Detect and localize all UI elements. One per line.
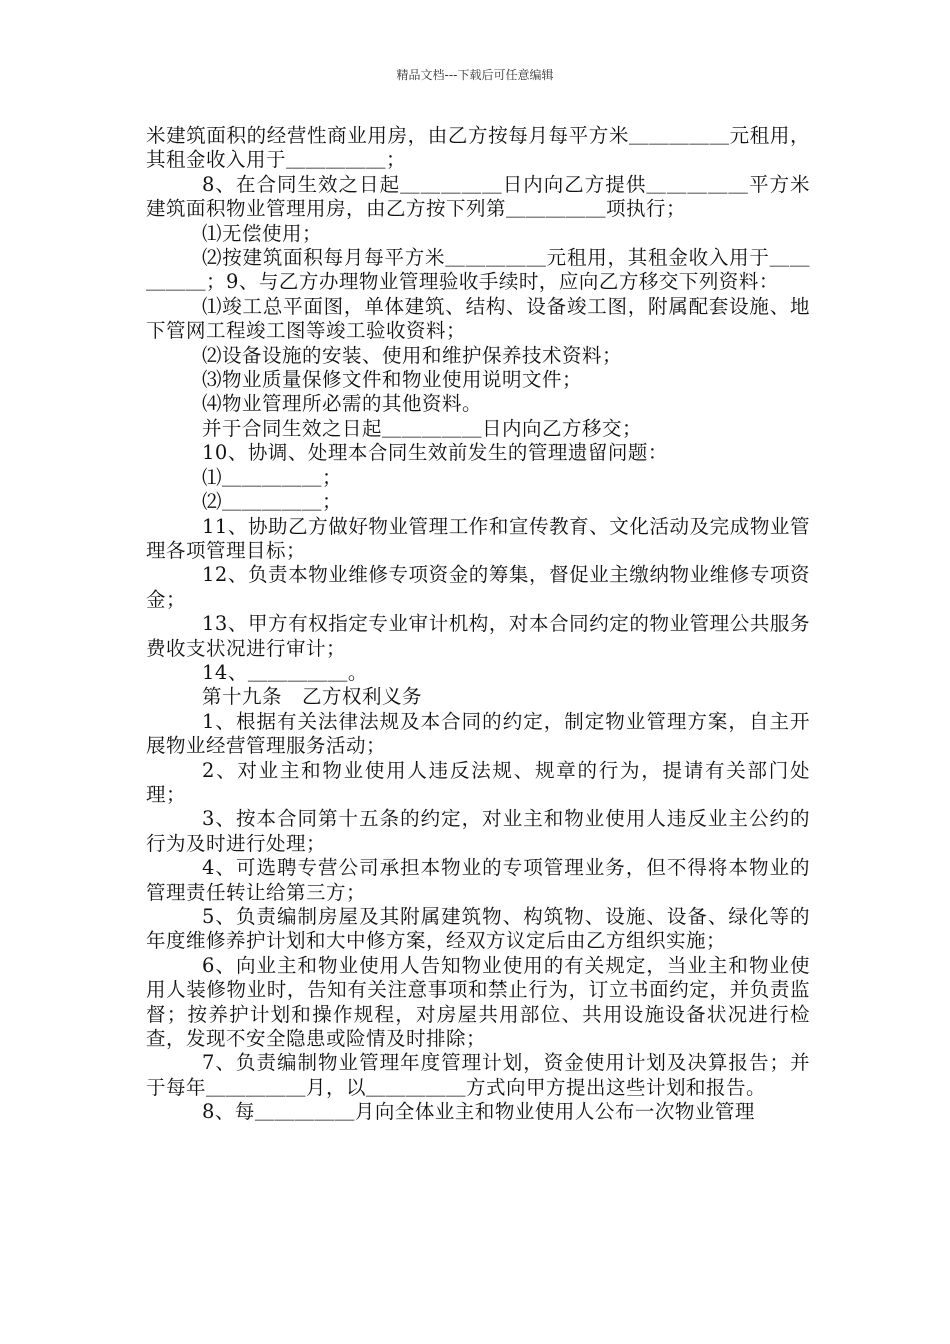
paragraph: 14、＿＿＿＿＿。: [202, 660, 368, 684]
paragraph: 6、向业主和物业使用人告知物业使用的有关规定，当业主和物业使用人装修物业时，告知有关注意事项和禁止行为，订立书面约定，并负责监督；按养护计划和操作规程，对房屋共用部位、共用设施设备状况进行检查，发现不安全隐患或险情及时排除；: [146, 953, 810, 1051]
paragraph: ⑵按建筑面积每月每平方米＿＿＿＿＿元租用，其租金收入用于＿＿＿＿＿；9、与乙方办理物业管理验收手续时，应向乙方移交下列资料：: [146, 246, 810, 294]
paragraph: 5、负责编制房屋及其附属建筑物、构筑物、设施、设备、绿化等的年度维修养护计划和大中修方案，经双方议定后由乙方组织实施；: [146, 905, 810, 953]
paragraph: 1、根据有关法律法规及本合同的约定，制定物业管理方案，自主开展物业经营管理服务活动；: [146, 709, 810, 758]
paragraph: ⑵＿＿＿＿＿；: [202, 490, 343, 514]
document-body: [146, 124, 810, 1125]
paragraph: ⑵设备设施的安装、使用和维护保养技术资料；: [202, 343, 623, 367]
page-header: 精品文档---下载后可任意编辑: [396, 68, 554, 82]
paragraph: ⑴＿＿＿＿＿；: [202, 465, 343, 489]
paragraph: 第十九条 乙方权利义务: [202, 685, 423, 709]
paragraph: ⑷物业管理所必需的其他资料。: [202, 392, 483, 416]
paragraph: ⑴无偿使用；: [202, 221, 323, 245]
paragraph: ⑴竣工总平面图，单体建筑、结构、设备竣工图，附属配套设施、地下管网工程竣工图等竣工验收资料；: [146, 294, 810, 343]
paragraph: 11、协助乙方做好物业管理工作和宣传教育、文化活动及完成物业管理各项管理目标；: [146, 514, 810, 562]
paragraph: 米建筑面积的经营性商业用房，由乙方按每月每平方米＿＿＿＿＿元租用，其租金收入用于＿＿＿＿＿；: [146, 124, 810, 172]
paragraph: 10、协调、处理本合同生效前发生的管理遗留问题：: [202, 441, 668, 465]
paragraph: 8、每＿＿＿＿＿月向全体业主和物业使用人公布一次物业管理: [202, 1100, 755, 1124]
paragraph: 并于合同生效之日起＿＿＿＿＿日内向乙方移交；: [202, 416, 643, 440]
paragraph: 2、对业主和物业使用人违反法规、规章的行为，提请有关部门处理；: [146, 758, 810, 806]
paragraph: ⑶物业质量保修文件和物业使用说明文件；: [202, 368, 583, 392]
paragraph: 3、按本合同第十五条的约定，对业主和物业使用人违反业主公约的行为及时进行处理；: [146, 807, 810, 855]
paragraph: 4、可选聘专营公司承担本物业的专项管理业务，但不得将本物业的管理责任转让给第三方；: [146, 856, 810, 904]
paragraph: 12、负责本物业维修专项资金的筹集，督促业主缴纳物业维修专项资金；: [146, 563, 810, 611]
paragraph: 7、负责编制物业管理年度管理计划，资金使用计划及决算报告；并于每年＿＿＿＿＿月，以＿＿＿＿＿方式向甲方提出这些计划和报告。: [146, 1051, 810, 1099]
paragraph: 8、在合同生效之日起＿＿＿＿＿日内向乙方提供＿＿＿＿＿平方米建筑面积物业管理用房，由乙方按下列第＿＿＿＿＿项执行；: [146, 172, 810, 221]
paragraph: 13、甲方有权指定专业审计机构，对本合同约定的物业管理公共服务费收支状况进行审计；: [146, 612, 810, 660]
